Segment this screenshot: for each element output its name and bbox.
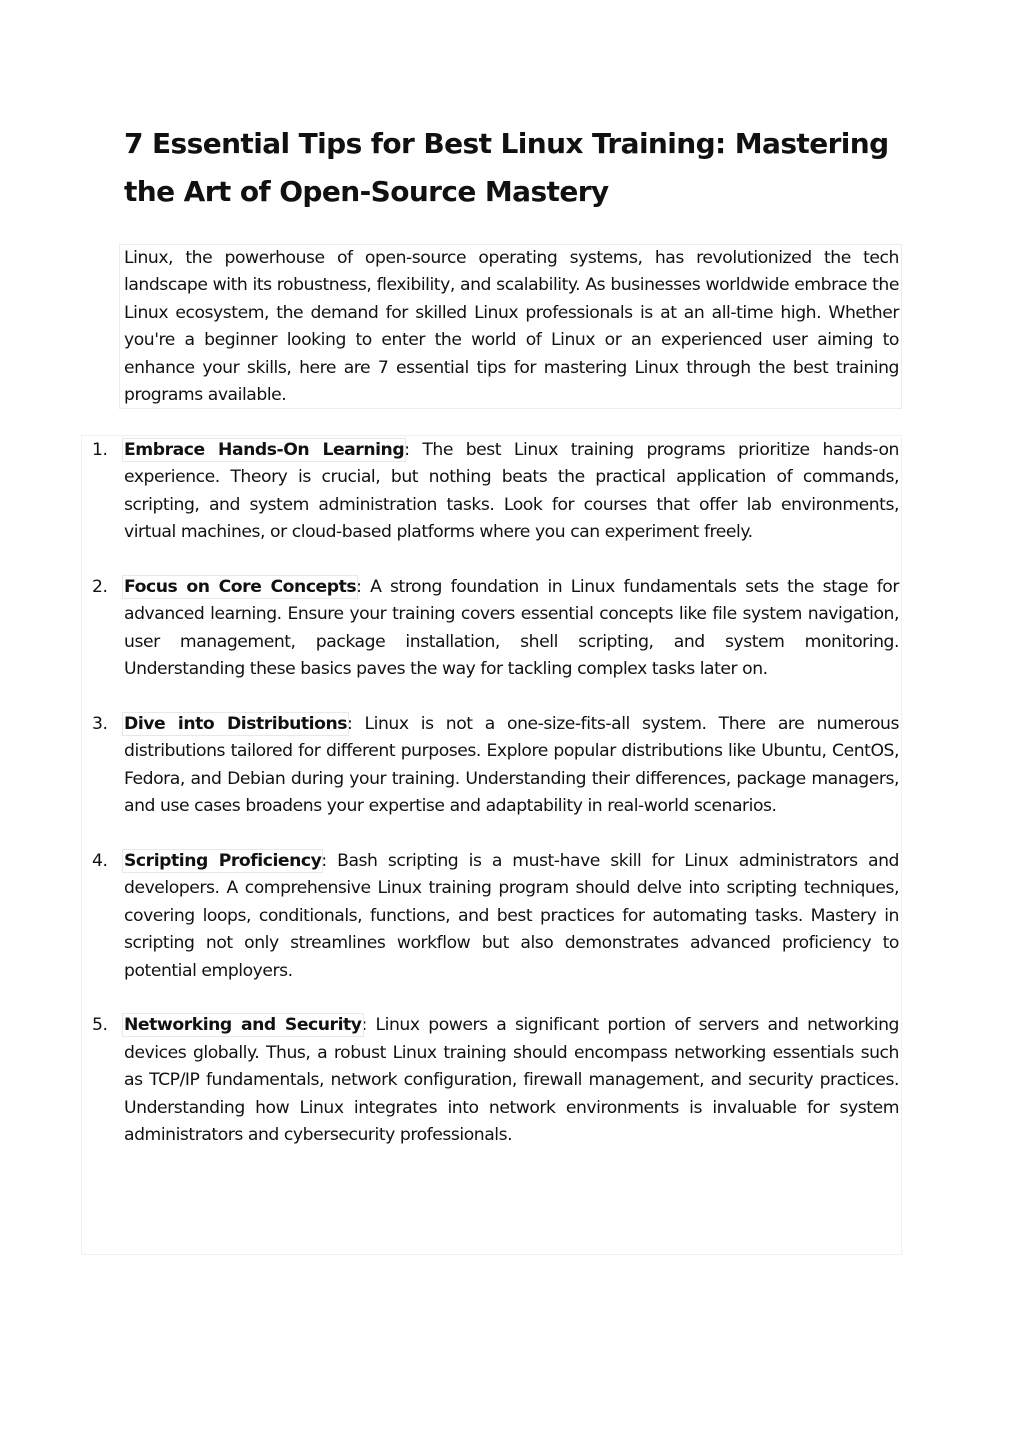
page-title: 7 Essential Tips for Best Linux Training: Mastering the Art of Open-Source Mastery [124,127,889,208]
list-item [92,711,900,821]
tip-heading: Focus on Core Concepts [124,577,357,598]
tips-list [92,437,900,1177]
list-item-number: 4. [92,851,108,872]
tip-heading: Networking and Security [124,1015,362,1036]
list-item-number: 2. [92,577,108,598]
list-item [92,437,899,547]
tip-text: : Linux powers a significant portion of servers and networking devices globally. Thus, a robust Linux training should encompass networking essentials such as TCP/IP fundamentals, network configuration, firewall management, and security practices. Understanding how Linux integrates into network environments is invaluable for system administrators and cybersecurity professionals. [124,1015,899,1146]
list-item [92,848,899,985]
tip-heading: Scripting Proficiency [124,851,322,872]
list-item-number: 5. [92,1015,108,1036]
list-item [92,1012,899,1149]
tip-text: : Linux is not a one-size-fits-all system. There are numerous distributions tailored for different purposes. Explore popular distributions like Ubuntu, CentOS, Fedora, and Debian during your training. Understanding their differences, package managers, and use cases broadens your expertise and adaptability in real-world scenarios. [124,714,900,817]
intro-paragraph: Linux, the powerhouse of open-source operating systems, has revolutionized the tech landscape with its robustness, flexibility, and scalability. As businesses worldwide embrace the Linux ecosystem, the demand for skilled Linux professionals is at an all-time high. Whether you're a beginner looking to enter the world of Linux or an experienced user aiming to enhance your skills, here are 7 essential tips for mastering Linux through the best training programs available. [124,248,899,406]
tip-text: : The best Linux training programs prioritize hands-on experience. Theory is crucial, but nothing beats the practical application of commands, scripting, and system administration tasks. Look for courses that offer lab environments, virtual machines, or cloud-based platforms where you can experiment freely. [124,440,899,543]
tip-heading: Embrace Hands-On Learning [124,440,405,460]
list-item-number: 3. [92,714,108,735]
list-item-number: 1. [92,440,108,460]
list-item [92,574,899,684]
tip-heading: Dive into Distributions [124,714,348,735]
tip-text: : A strong foundation in Linux fundamentals sets the stage for advanced learning. Ensure your training covers essential concepts like file system navigation, user management, package installation, shell scripting, and system monitoring. Understanding these basics paves the way for tackling complex tasks later on. [124,577,899,680]
tip-text: : Bash scripting is a must-have skill for Linux administrators and developers. A comprehensive Linux training program should delve into scripting techniques, covering loops, conditionals, functions, and best practices for automating tasks. Mastery in scripting not only streamlines workflow but also demonstrates advanced proficiency to potential employers. [124,851,899,981]
